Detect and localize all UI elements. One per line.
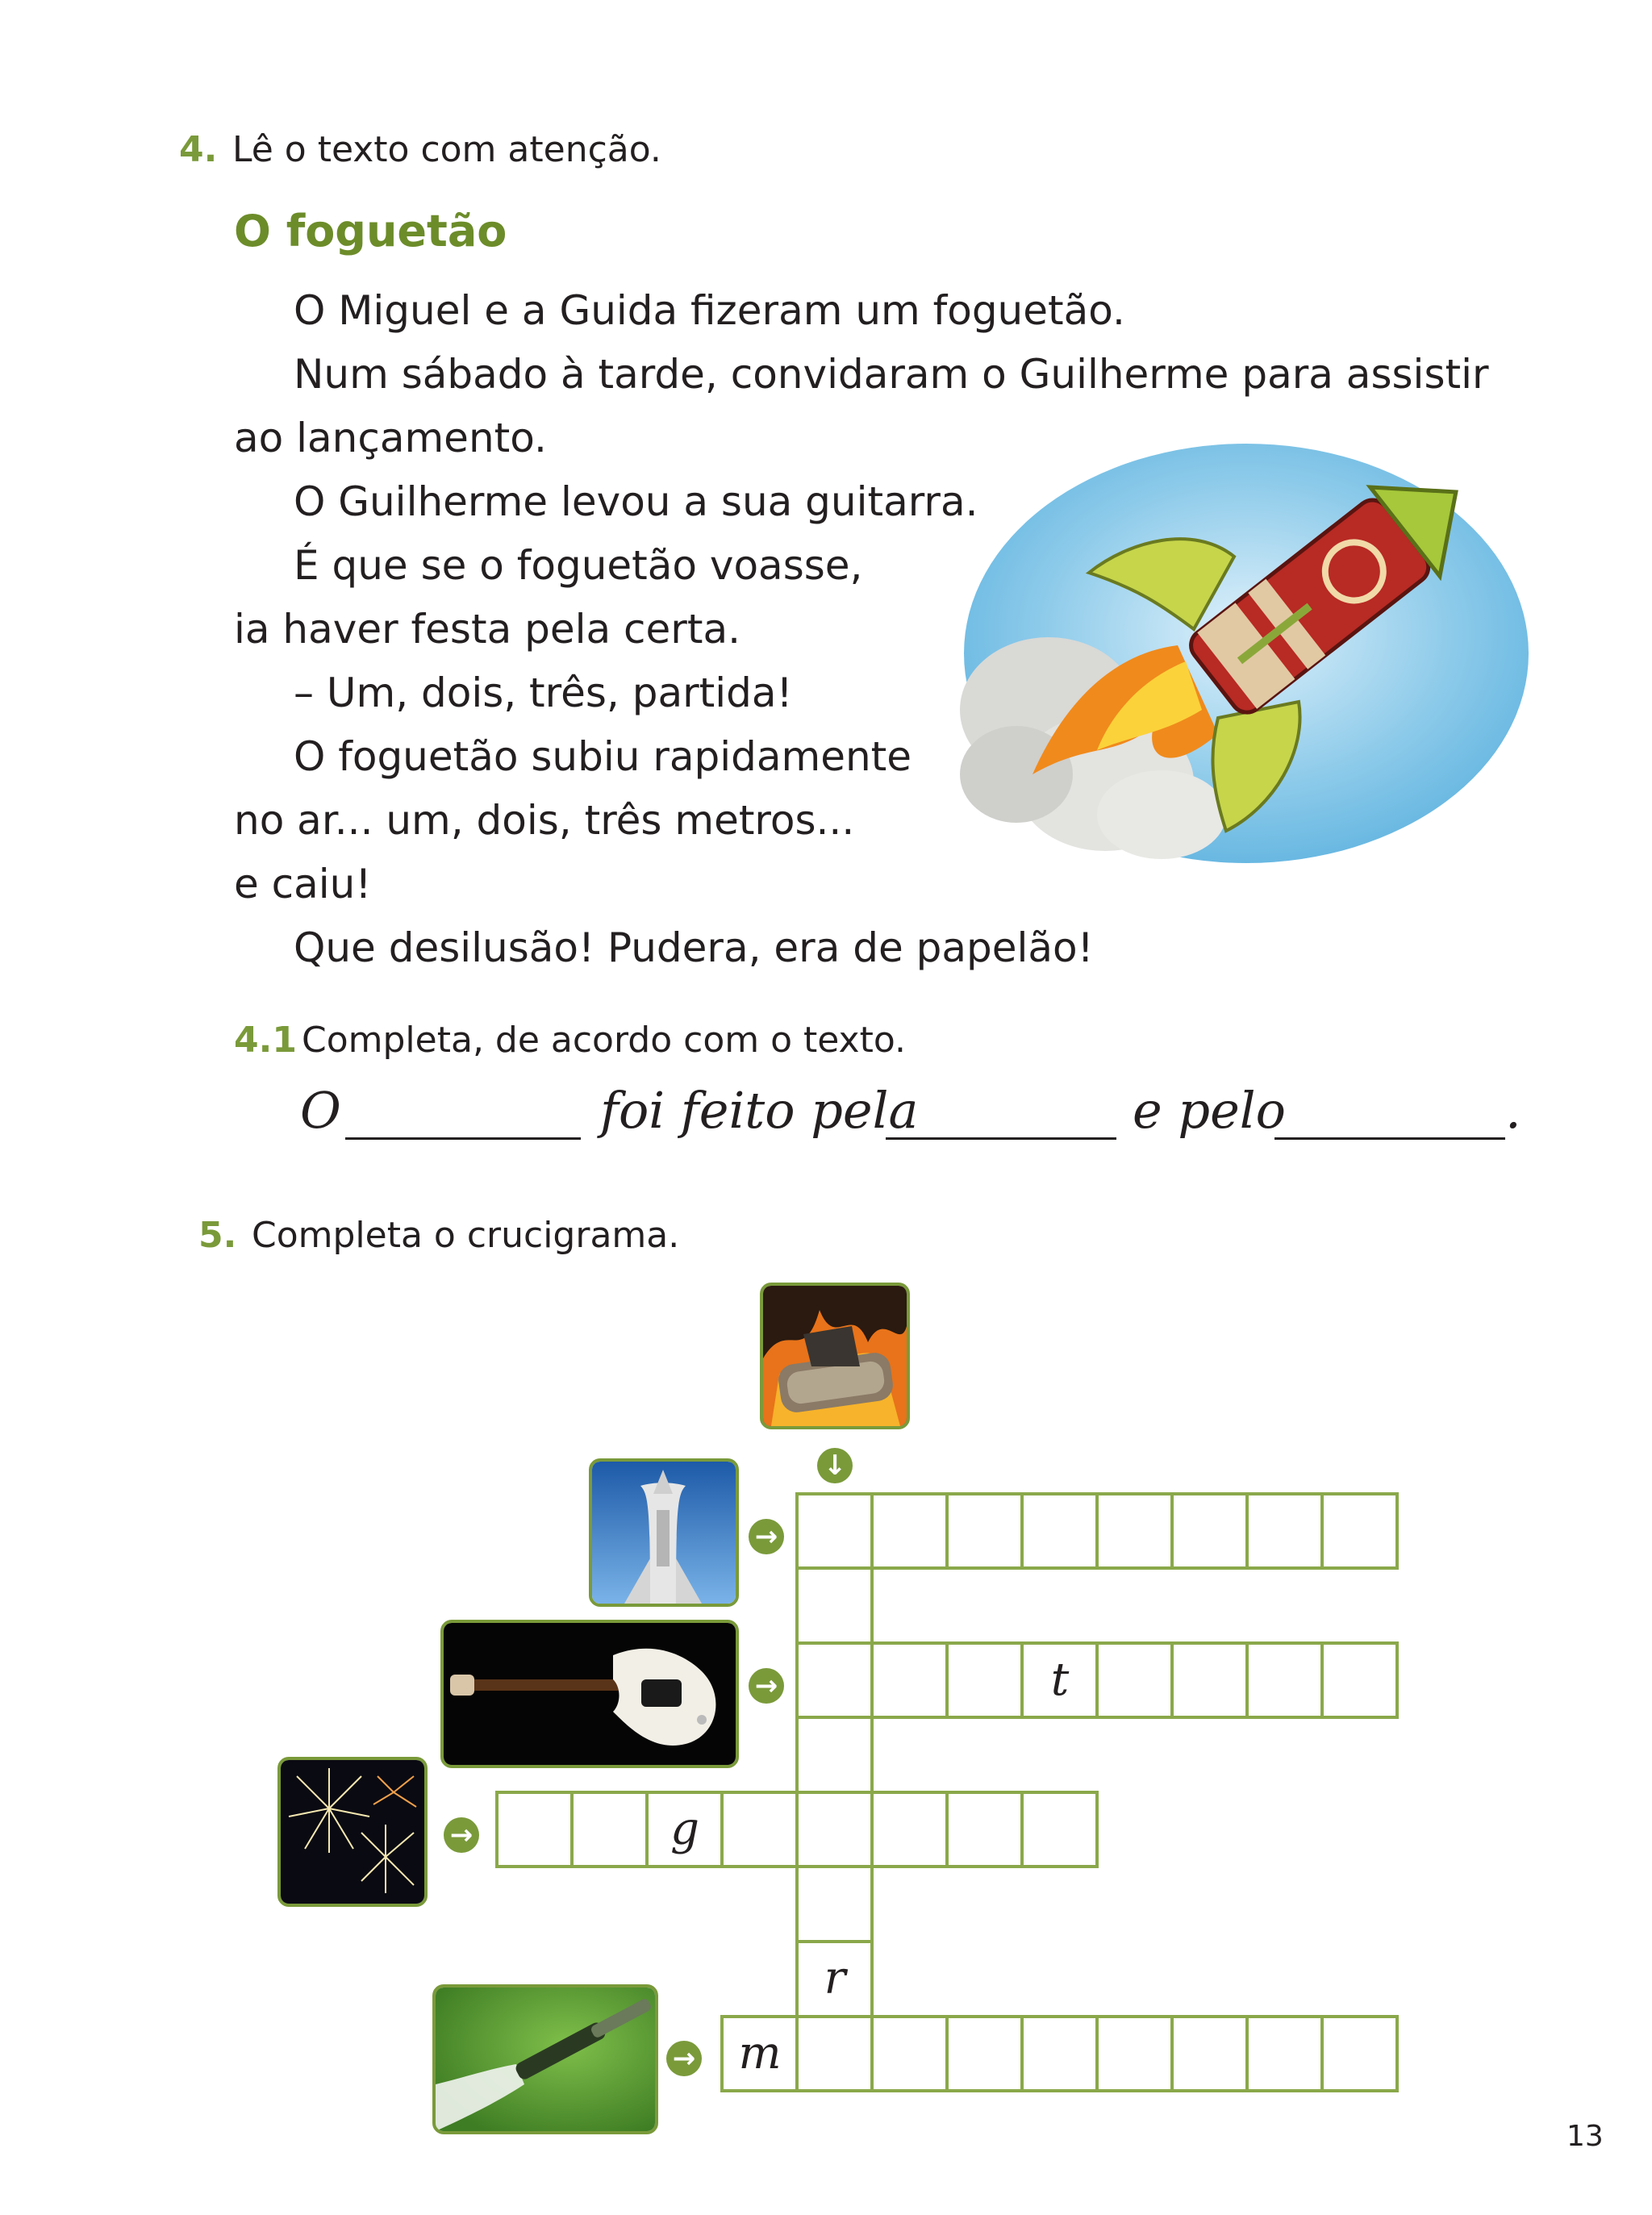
story-line: É que se o foguetão voasse,	[294, 542, 863, 589]
arrow-right-icon: →	[666, 2041, 702, 2076]
answer-blank-2[interactable]	[886, 1137, 1116, 1140]
question-5-number: 5.	[198, 1215, 237, 1256]
arrow-right-icon: →	[749, 1668, 784, 1704]
question-4-number: 4.	[179, 129, 218, 170]
story-line: O foguetão subiu rapidamente	[294, 733, 912, 780]
arrow-right-icon: →	[749, 1519, 784, 1554]
crossword-letter-m: m	[738, 2027, 782, 2079]
story-line: – Um, dois, três, partida!	[294, 670, 793, 716]
fireworks-photo-icon	[277, 1757, 428, 1907]
question-5-instruction: Completa o crucigrama.	[252, 1215, 680, 1256]
crossword-letter-r: r	[824, 1952, 846, 2004]
question-4-1-number: 4.1	[234, 1020, 297, 1061]
story-line: ia haver festa pela certa.	[234, 606, 740, 653]
guitar-photo-icon	[440, 1620, 739, 1768]
story-line: O Guilherme levou a sua guitarra.	[294, 478, 978, 525]
sentence-end: .	[1505, 1081, 1521, 1140]
arrow-down-icon: ↓	[817, 1448, 853, 1483]
rocket-illustration-icon	[952, 436, 1533, 871]
arrow-right-icon: →	[444, 1817, 479, 1853]
question-4-instruction: Lê o texto com atenção.	[232, 129, 661, 170]
garden-hose-photo-icon	[432, 1984, 658, 2134]
story-title: O foguetão	[234, 206, 507, 257]
crossword-letter-t: t	[1050, 1654, 1070, 1706]
answer-blank-3[interactable]	[1274, 1137, 1505, 1140]
question-4-1-instruction: Completa, de acordo com o texto.	[302, 1020, 906, 1061]
rocket-photo-icon	[589, 1458, 739, 1607]
bonfire-photo-icon	[760, 1283, 910, 1429]
answer-blank-1[interactable]	[345, 1137, 581, 1140]
story-line: ao lançamento.	[234, 415, 547, 461]
story-line: Que desilusão! Pudera, era de papelão!	[294, 924, 1094, 971]
sentence-part-2: e pelo	[1133, 1081, 1286, 1140]
sentence-start: O	[300, 1081, 341, 1140]
story-line: O Miguel e a Guida fizeram um foguetão.	[294, 287, 1125, 334]
story-line: e caiu!	[234, 861, 372, 907]
story-line: Num sábado à tarde, convidaram o Guilherme para assistir	[294, 351, 1489, 398]
story-line: no ar... um, dois, três metros...	[234, 797, 855, 844]
sentence-part-1: foi feito pela	[600, 1081, 919, 1140]
crossword-letter-g: g	[670, 1803, 699, 1855]
page-number: 13	[1566, 2120, 1604, 2153]
